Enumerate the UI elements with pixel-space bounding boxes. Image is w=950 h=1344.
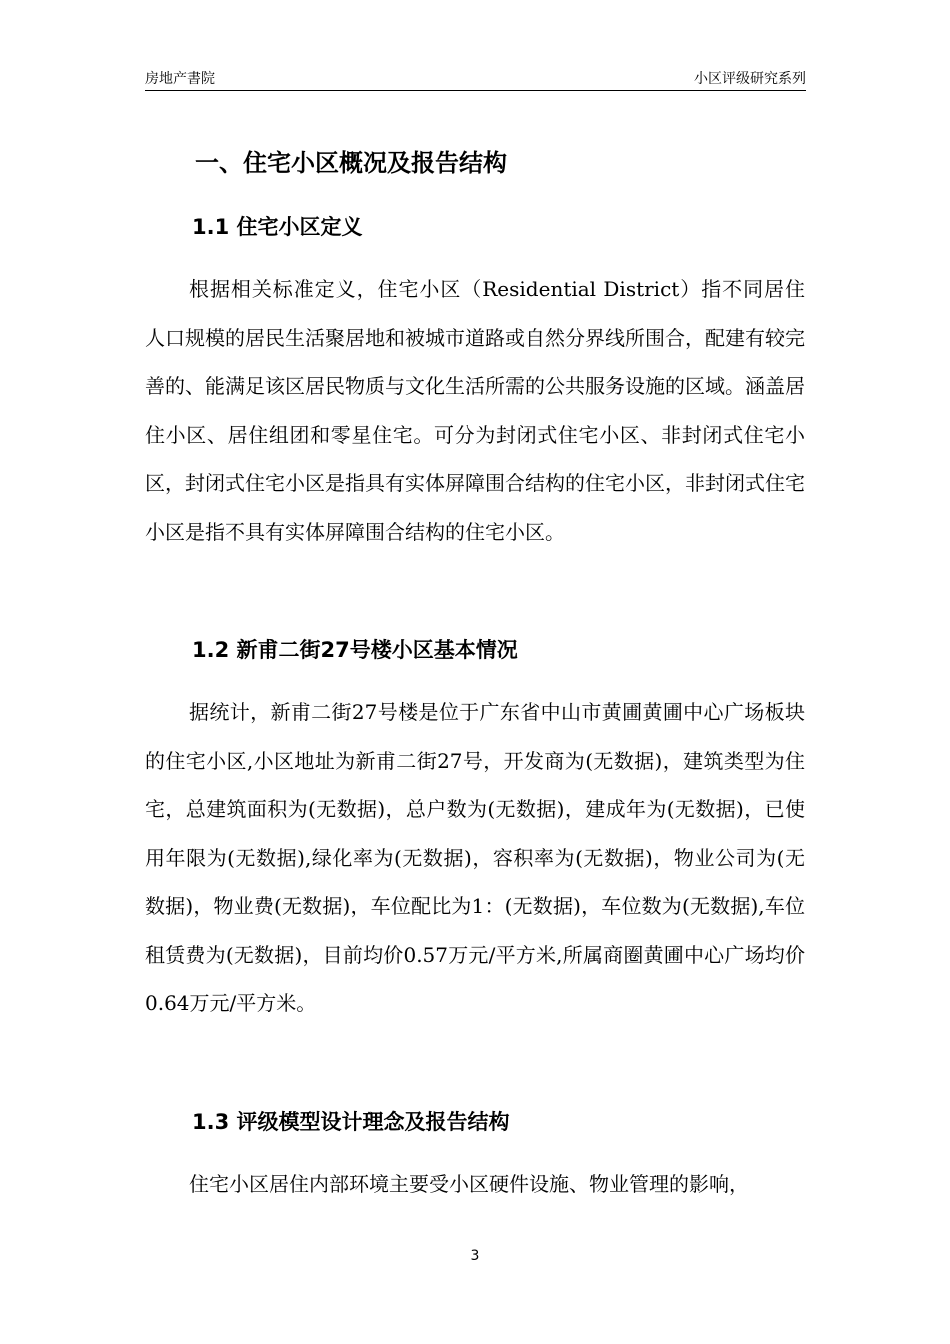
subsection-title-1-2: 1.2 新甫二街27号楼小区基本情况: [192, 638, 518, 662]
subsection-title-1-1: 1.1 住宅小区定义: [192, 215, 363, 239]
page-header: [145, 66, 806, 91]
section-title: 一、住宅小区概况及报告结构: [195, 149, 507, 177]
page-number: 3: [470, 1248, 480, 1264]
header-series-title: 小区评级研究系列: [694, 71, 806, 87]
paragraph-definition: 根据相关标准定义，住宅小区（Residential District）指不同居住人口规模的居民生活聚居地和被城市道路或自然分界线所围合，配建有较完善的、能满足该区居民物质与文化生活所需的公共服务设施的区域。涵盖居住小区、居住组团和零星住宅。可分为封闭式住宅小区、非封闭式住宅小区，封闭式住宅小区是指具有实体屏障围合结构的住宅小区，非封闭式住宅小区是指不具有实体屏障围合结构的住宅小区。: [145, 277, 805, 544]
subsection-title-1-3: 1.3 评级模型设计理念及报告结构: [192, 1110, 510, 1134]
paragraph-model-design: 住宅小区居住内部环境主要受小区硬件设施、物业管理的影响，: [189, 1172, 749, 1196]
header-publisher: 房地产書院: [145, 71, 215, 87]
paragraph-basic-info: 据统计，新甫二街27号楼是位于广东省中山市黄圃黄圃中心广场板块的住宅小区,小区地址为新甫二街27号，开发商为(无数据)，建筑类型为住宅，总建筑面积为(无数据)，总户数为(无数据)，建成年为(无数据)，已使用年限为(无数据),绿化率为(无数据)，容积率为(无数据)，物业公司为(无数据)，物业费(无数据)，车位配比为1：(无数据)，车位数为(无数据),车位租赁费为(无数据)，目前均价0.57万元/平方米,所属商圈黄圃中心广场均价0.64万元/平方米。: [145, 700, 805, 1015]
